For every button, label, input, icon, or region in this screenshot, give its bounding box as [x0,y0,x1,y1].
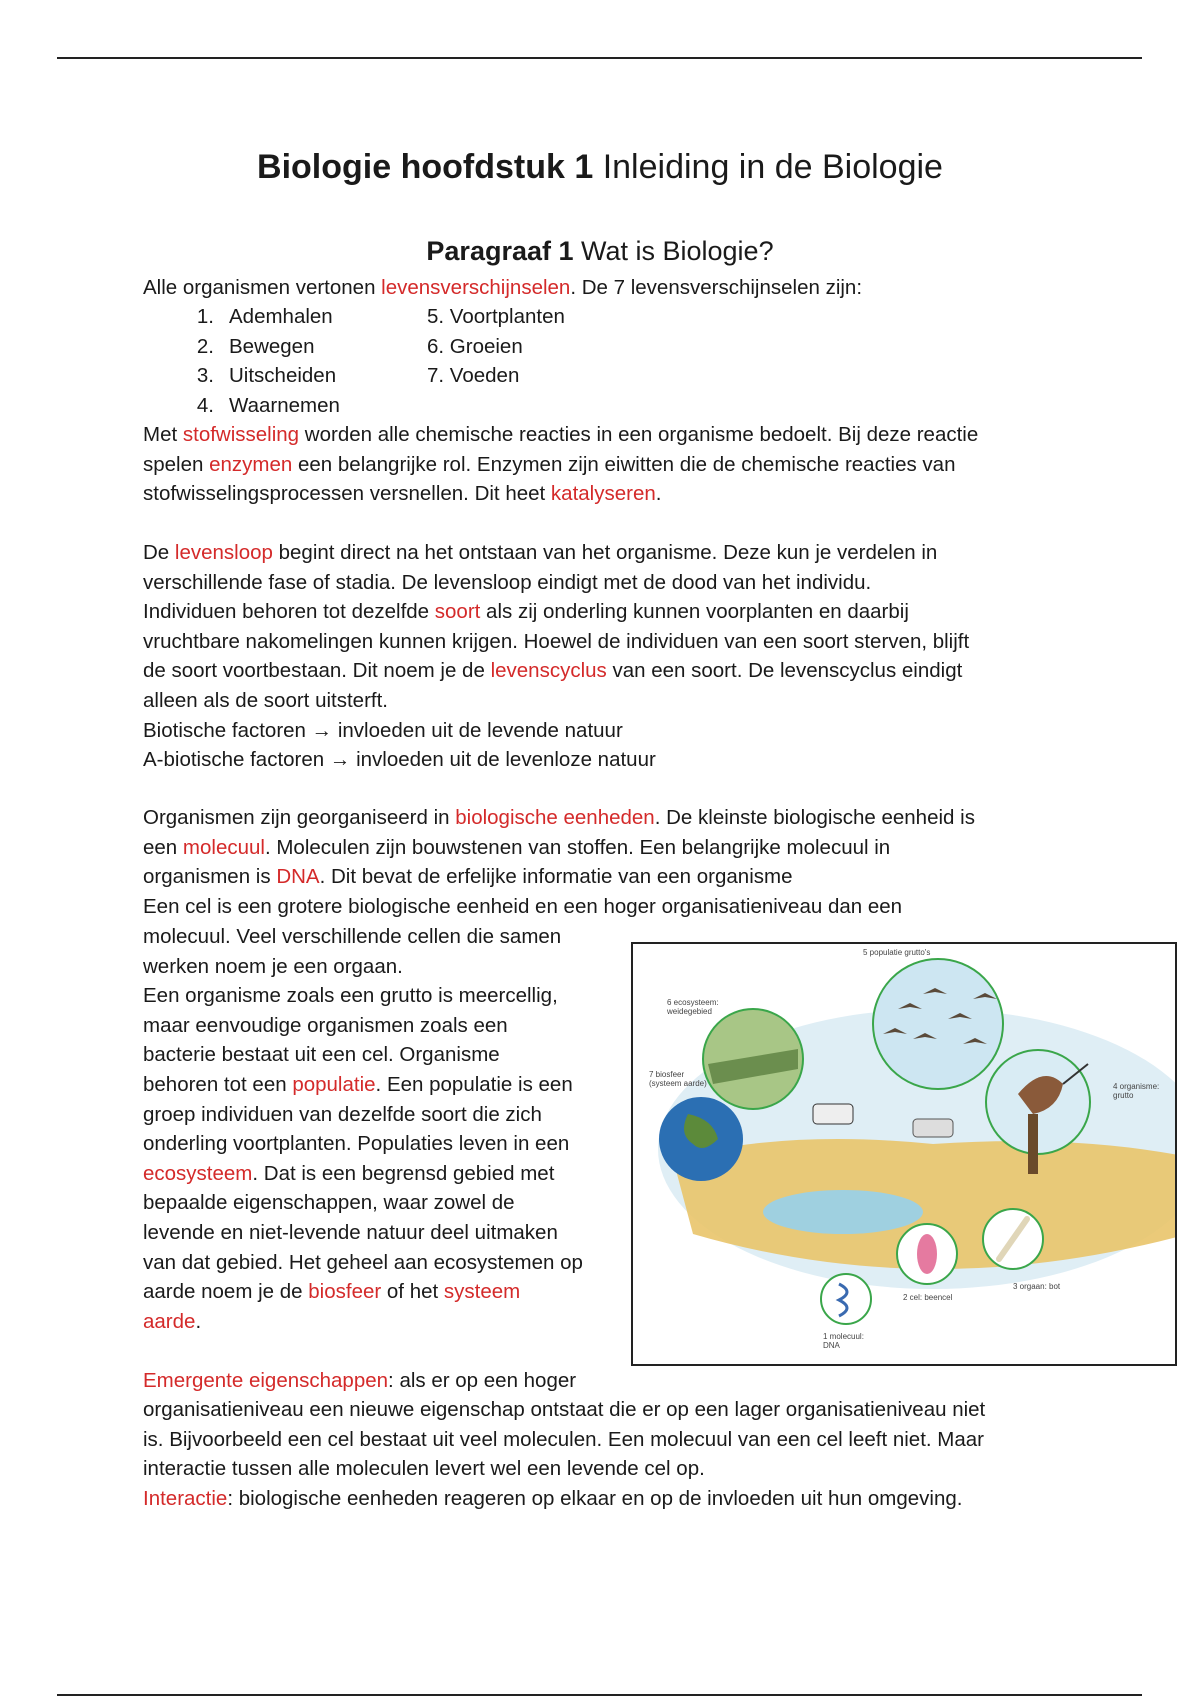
metabolism-paragraph: Met stofwisseling worden alle chemische reacties in een organisme bedoelt. Bij deze reactie spelen enzymen een belangrijke rol. Enzymen zijn eiwitten die de chemische reacties van stofwisselingsprocessen versnellen. Dit heet katalyseren. [143,423,979,506]
term-ecosysteem: ecosysteem [143,1161,253,1185]
section-heading [0,236,1200,267]
life-phenomena-list-left [178,302,340,420]
emergent-properties-paragraph: organisatieniveau een nieuwe eigenschap ontstaat die er op een lager organisatieniveau niet is. Bijvoorbeeld een cel bestaat uit veel moleculen. Een molecuul van een cel leeft niet. Maar interactie tussen alle moleculen levert wel een levende cel op. Interactie: biologische eenheden reageren op elkaar en op de invloeden uit hun omgeving. [143,1398,986,1510]
title-bold: Biologie hoofdstuk 1 [257,148,594,186]
term-biosfeer: biosfeer [308,1280,382,1304]
intro-paragraph: Alle organismen vertonen levensverschijnselen. De 7 levensverschijnselen zijn: [143,276,863,299]
term-emergente-eigenschappen: Emergente eigenschappen [143,1369,389,1392]
section-heading-bold: Paragraaf 1 [426,236,574,266]
organisation-levels-paragraph: molecuul. Veel verschillende cellen die samen werken noem je een orgaan. Een organisme zoals een grutto is meercellig, maar eenvoudige organismen zoals een bacterie bestaat uit een cel. Organisme behoren tot een populatie. Een populatie is een groep individuen van dezelfde soort die zich onderling voortplanten. Populaties leven in een ecosysteem. Dat is een begrensd gebied met bepaalde eigenschappen, waar zowel de levende en niet-levende natuur deel uitmaken van dat gebied. Het geheel aan ecosystemen op aarde noem je de biosfeer of het systeem aarde. [143,925,583,1333]
title-rest: Inleiding in de Biologie [593,148,943,186]
term-levensverschijnselen: levensverschijnselen [381,276,571,299]
biotic-factors-line: Biotische factoren → invloeden uit de levende natuur [143,718,623,742]
label-organ: 3 orgaan: bot [1013,1282,1061,1291]
term-populatie: populatie [292,1072,376,1096]
list-item: 6. Groeien [427,334,523,358]
label-molecule: 1 molecuul: DNA [823,1332,864,1350]
term-enzymen: enzymen [209,452,293,476]
page-title [0,148,1200,187]
list-item: 4. Waarnemen [196,393,340,417]
list-item: 7. Voeden [427,364,520,388]
label-cell: 2 cel: beencel [903,1293,953,1302]
label-organism: 4 organisme: grutto [1113,1082,1160,1100]
abiotic-factors-line: A-biotische factoren → invloeden uit de levenloze natuur [143,748,656,772]
molecule-circle [821,1274,871,1324]
section-heading-rest: Wat is Biologie? [573,236,774,266]
cow [913,1119,953,1137]
bone-cell-icon [917,1234,937,1274]
term-levenscyclus: levenscyclus [490,659,607,683]
cow [813,1104,853,1124]
emergent-properties-line: Emergente eigenschappen: als er op een hoger [143,1369,577,1392]
fence-post [1028,1114,1038,1174]
list-item: 3. Uitscheiden [196,364,337,388]
term-levensloop: levensloop [174,541,273,564]
population-circle [873,959,1003,1089]
term-aarde: aarde [143,1309,196,1333]
term-soort: soort [434,600,481,624]
organisation-paragraph: Organismen zijn georganiseerd in biologische eenheden. De kleinste biologische eenheid is een molecuul. Moleculen zijn bouwstenen van stoffen. Een belangrijke molecuul in organismen is DNA. Dit bevat de erfelijke informatie van een organisme Een cel is een grotere biologische eenheid en een hoger organisatieniveau dan een [143,806,975,918]
list-item: 2. Bewegen [196,334,315,358]
list-item: 1. Ademhalen [196,305,333,328]
list-item: 5. Voortplanten [427,305,565,328]
bottom-rule [57,1694,1142,1696]
term-dna: DNA [276,865,320,889]
label-population: 5 populatie grutto's [863,948,931,957]
term-katalyseren: katalyseren [550,482,656,506]
label-ecosystem: 6 ecosysteem: weidegebied [667,998,719,1016]
organisation-levels-figure [631,942,1177,1366]
pond [763,1190,923,1234]
lifecycle-paragraph: De levensloop begint direct na het ontstaan van het organisme. Deze kun je verdelen in verschillende fase of stadia. De levensloop eindigt met de dood van het individu. Individuen behoren tot dezelfde soort als zij onderling kunnen voorplanten en daarbij vruchtbare nakomelingen kunnen krijgen. Hoewel de individuen van een soort sterven, blijft de soort voortbestaan. Dit noem je de levenscyclus van een soort. De levenscyclus eindigt alleen als de soort uitsterft. Biotische factoren → invloeden uit de levende natuur A-biotische factoren → invloeden uit de levenloze natuur [143,538,969,775]
term-biologische-eenheden: biologische eenheden [455,806,655,829]
label-biosphere: 7 biosfeer (systeem aarde) [649,1070,707,1088]
term-molecuul: molecuul [182,835,265,859]
top-rule [57,57,1142,59]
term-interactie: Interactie [143,1486,228,1510]
life-phenomena-list-right [427,302,565,391]
term-systeem: systeem [443,1280,521,1304]
term-stofwisseling: stofwisseling [182,423,300,446]
